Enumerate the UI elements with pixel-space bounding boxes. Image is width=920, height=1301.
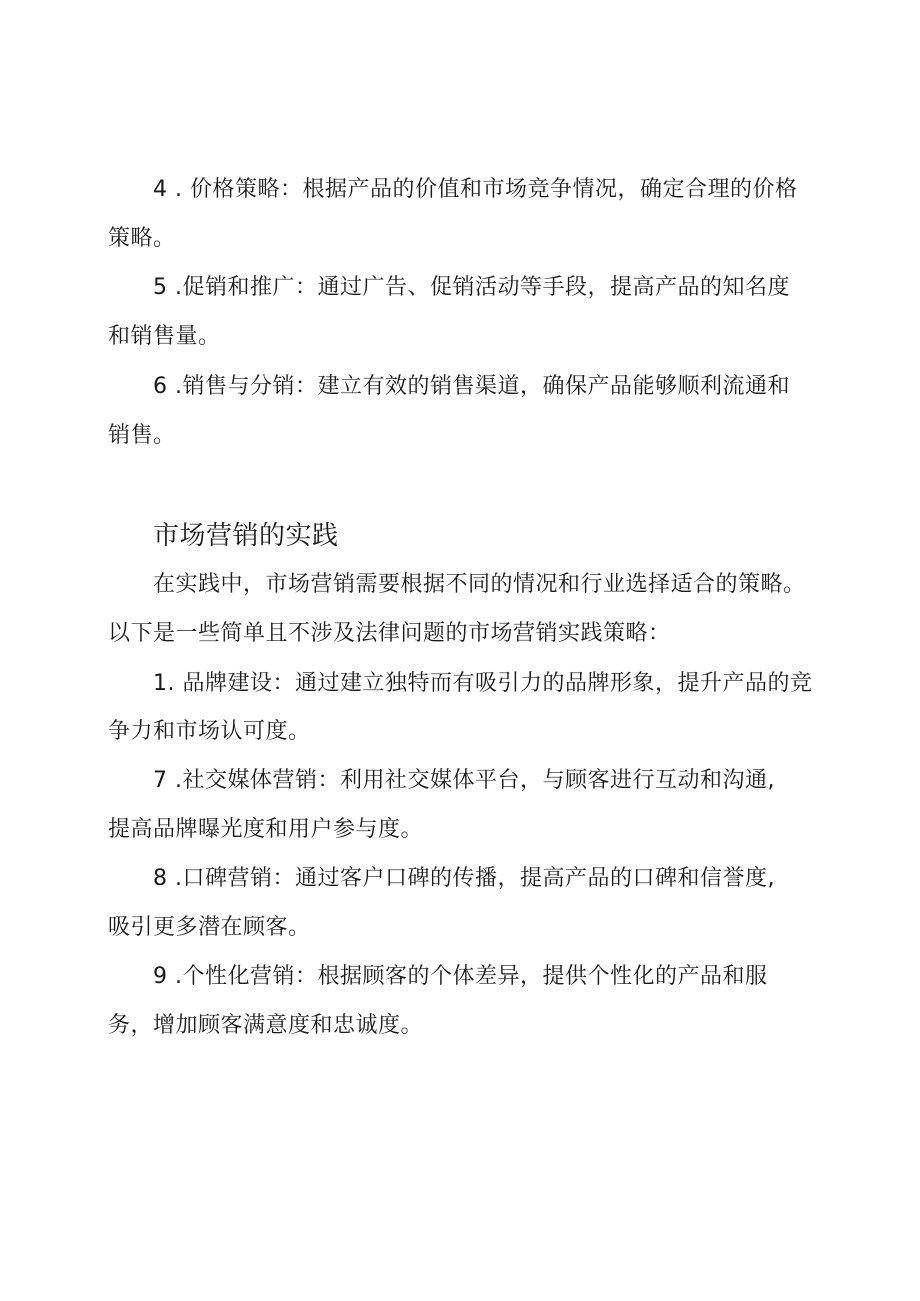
list-item-text: 1. 品牌建设：通过建立独特而有吸引力的品牌形象，提升产品的竞 (153, 671, 813, 696)
list-item-text: 8 .口碑营销：通过客户口碑的传播，提高产品的口碑和信誉度, (153, 866, 775, 891)
paragraph-text: 在实践中，市场营销需要根据不同的情况和行业选择适合的策略。 (153, 572, 806, 597)
list-item-text: 争力和市场认可度。 (108, 719, 311, 744)
list-item-text: 5 .促销和推广：通过广告、促销活动等手段，提高产品的知名度 (153, 275, 790, 300)
list-item-text: 销售。 (108, 423, 176, 448)
list-item-text: 4 . 价格策略：根据产品的价值和市场竞争情况，确定合理的价格 (153, 177, 798, 202)
list-item-text: 策略。 (108, 226, 176, 251)
list-item-text: 6 .销售与分销：建立有效的销售渠道，确保产品能够顺利流通和 (153, 374, 790, 399)
list-item-text: 吸引更多潜在顾客。 (108, 915, 311, 940)
list-item-text: 7 .社交媒体营销：利用社交媒体平台，与顾客进行互动和沟通, (153, 768, 775, 793)
list-item-text: 9 .个性化营销：根据顾客的个体差异，提供个性化的产品和服 (153, 964, 768, 989)
list-item-text: 和销售量。 (108, 324, 221, 349)
paragraph-text: 以下是一些简单且不涉及法律问题的市场营销实践策略： (108, 621, 671, 646)
section-heading: 市场营销的实践 (153, 521, 339, 551)
list-item-text: 务，增加顾客满意度和忠诚度。 (108, 1013, 424, 1038)
list-item-text: 提高品牌曝光度和用户参与度。 (108, 817, 424, 842)
